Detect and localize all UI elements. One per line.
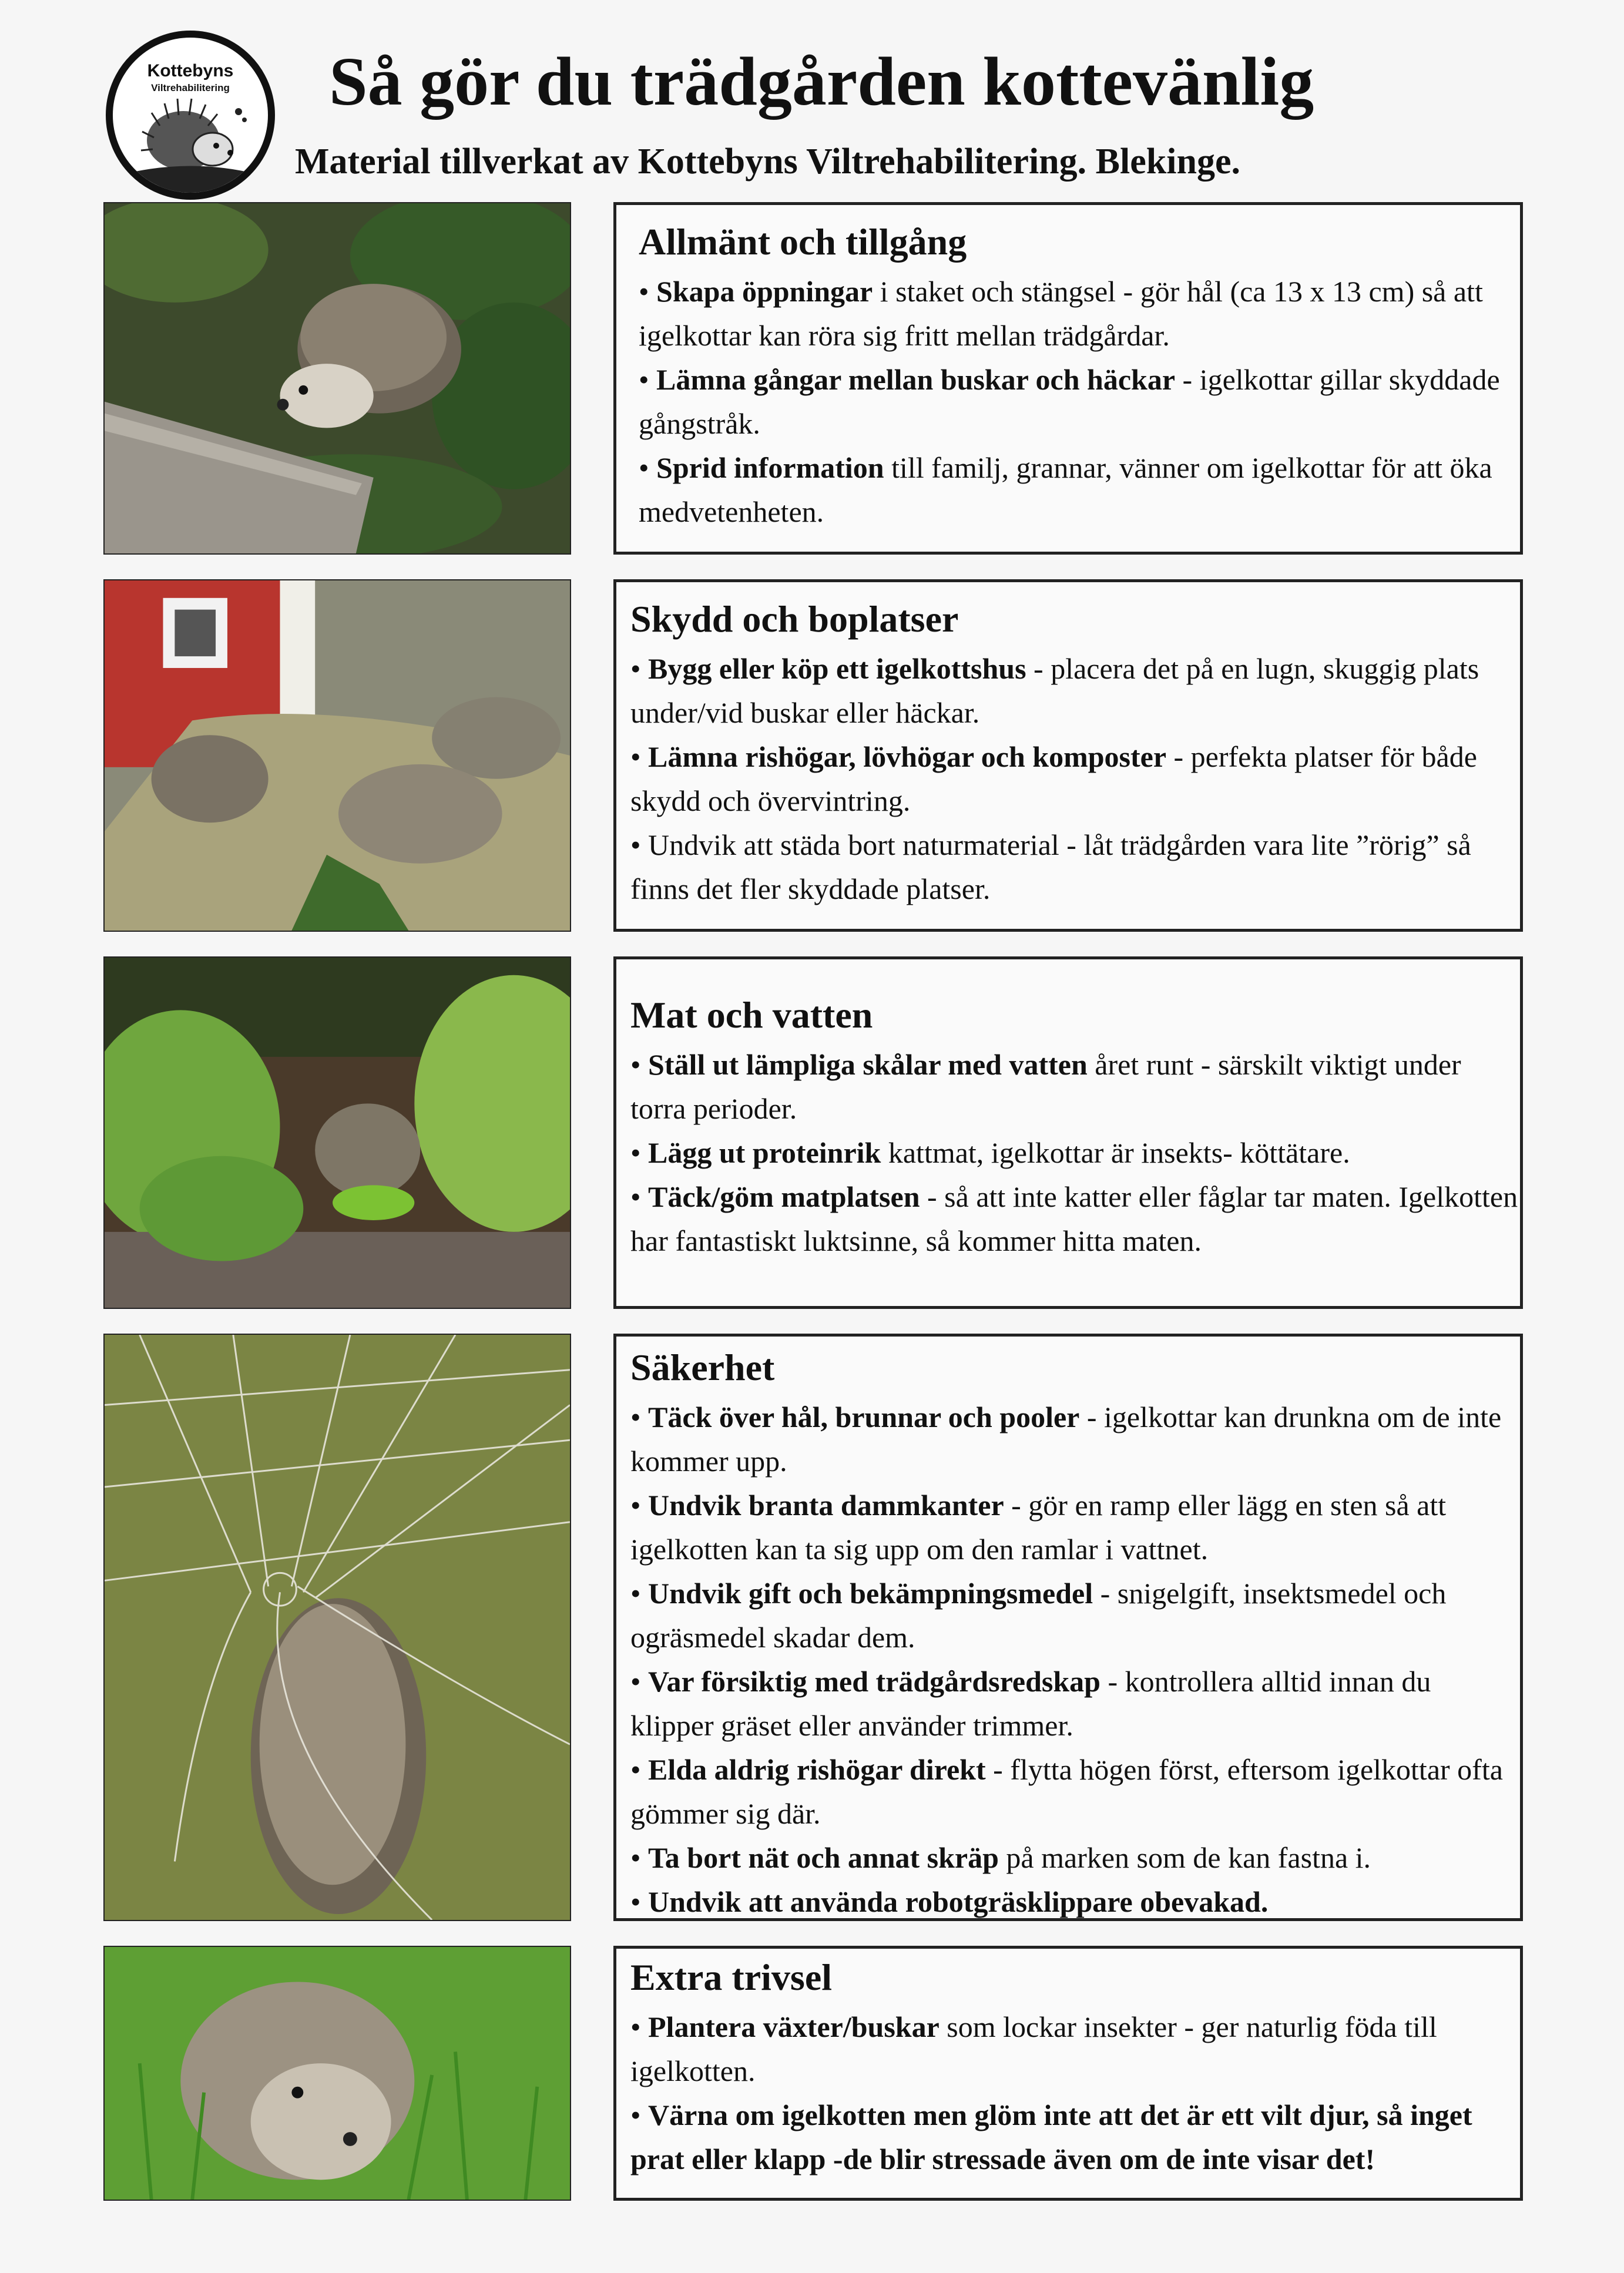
section-extra xyxy=(613,1946,1523,2201)
bullet-text: i staket och stängsel - gör hål (ca 13 x 13 cm) så att igelkottar kan röra sig fritt mellan trädgårdar. xyxy=(639,274,1483,352)
bullet-item xyxy=(630,1043,1520,1131)
bullet-marker: • xyxy=(630,1047,649,1081)
bullet-marker: • xyxy=(630,1841,649,1874)
bullet-marker: • xyxy=(630,1576,649,1610)
bullet-marker: • xyxy=(630,1488,649,1522)
bullet-marker: • xyxy=(630,1180,649,1213)
bullet-item xyxy=(630,1175,1520,1263)
bullet-emphasis: Lämna rishögar, lövhögar och komposter xyxy=(648,740,1167,773)
photo-hedgehog-house xyxy=(103,579,571,932)
section-heading: Skydd och boplatser xyxy=(630,598,959,640)
section-food-water xyxy=(613,956,1523,1309)
bullet-marker: • xyxy=(630,1752,649,1786)
bullet-emphasis: Undvik att använda robotgräsklippare obevakad. xyxy=(648,1885,1269,1918)
bullet-emphasis: Var försiktig med trädgårdsredskap xyxy=(648,1664,1100,1698)
bullet-item xyxy=(639,270,1520,358)
bullet-item xyxy=(630,2093,1520,2181)
bullet-text: som lockar insekter - ger naturlig föda till igelkotten. xyxy=(630,2010,1437,2087)
section-heading: Mat och vatten xyxy=(630,994,873,1036)
section-heading: Allmänt och tillgång xyxy=(639,221,967,263)
bullet-text: - snigelgift, insektsmedel och ogräsmedel skadar dem. xyxy=(630,1576,1447,1654)
bullet-item xyxy=(630,1748,1520,1836)
bullet-text: till familj, grannar, vänner om igelkottar för att öka medvetenheten. xyxy=(639,451,1492,528)
section-shelter xyxy=(613,579,1523,932)
bullet-marker: • xyxy=(639,451,657,484)
bullet-item xyxy=(630,1572,1520,1660)
section-heading: Säkerhet xyxy=(630,1347,775,1388)
logo-subtitle: Viltrehabilitering xyxy=(151,82,230,93)
bullet-marker: • xyxy=(639,362,657,396)
page-title: Så gör du trädgården kottevänlig xyxy=(329,43,1314,120)
bullet-emphasis: Ställ ut lämpliga skålar med vatten xyxy=(648,1047,1088,1081)
bullet-emphasis: Lämna gångar mellan buskar och häckar xyxy=(656,362,1176,396)
section-heading: Extra trivsel xyxy=(630,1956,832,1998)
bullet-text: på marken som de kan fastna i. xyxy=(998,1841,1371,1874)
bullet-emphasis: Värna om igelkotten men glöm inte att det är ett vilt djur, så inget prat eller klapp -de blir stressade även om de inte visar det! xyxy=(630,2098,1472,2175)
photo-hedgehog-grass xyxy=(103,1946,571,2201)
bullet-text: - flytta högen först, eftersom igelkottar ofta gömmer sig där. xyxy=(630,1752,1503,1830)
bullet-emphasis: Lägg ut proteinrik xyxy=(648,1136,881,1169)
bullet-item xyxy=(630,1131,1520,1175)
bullet-marker: • xyxy=(630,2010,649,2043)
section-safety xyxy=(613,1334,1523,1921)
bullet-text: - igelkottar kan drunkna om de inte kommer upp. xyxy=(630,1400,1502,1478)
bullet-text: - gör en ramp eller lägg en sten så att igelkotten kan ta sig upp om den ramlar i vattnet. xyxy=(630,1488,1447,1566)
bullet-item xyxy=(639,446,1520,534)
photo-hedgehog-net xyxy=(103,1334,571,1921)
bullet-item xyxy=(630,647,1520,735)
bullet-emphasis: Elda aldrig rishögar direkt xyxy=(648,1752,986,1786)
bullet-text: - placera det på en lugn, skuggig plats under/vid buskar eller häckar. xyxy=(630,652,1479,729)
bullet-emphasis: Undvik gift och bekämpningsmedel xyxy=(648,1576,1093,1610)
bullet-emphasis: Täck/göm matplatsen xyxy=(648,1180,920,1213)
bullet-emphasis: Täck över hål, brunnar och pooler xyxy=(648,1400,1080,1433)
bullet-item xyxy=(639,358,1520,446)
bullet-item xyxy=(630,2005,1520,2093)
photo-hedgehog-bowl xyxy=(103,956,571,1309)
bullet-marker: • xyxy=(630,2098,649,2131)
bullet-emphasis: Undvik branta dammkanter xyxy=(648,1488,1004,1522)
bullet-text: Undvik att städa bort naturmaterial - låt trädgården vara lite ”rörig” så finns det fler skyddade platser. xyxy=(630,828,1471,905)
bullet-marker: • xyxy=(630,1136,649,1169)
bullet-text: - så att inte katter eller fåglar tar maten. Igelkotten har fantastiskt luktsinne, så kommer hitta maten. xyxy=(630,1180,1518,1257)
bullet-text: - perfekta platser för både skydd och övervintring. xyxy=(630,740,1477,817)
bullet-item xyxy=(630,823,1520,911)
photo-hedgehog-leaves xyxy=(103,202,571,555)
bullet-item xyxy=(630,1836,1520,1880)
bullet-text: året runt - särskilt viktigt under torra perioder. xyxy=(630,1047,1461,1125)
bullet-item xyxy=(630,1395,1520,1483)
bullet-item xyxy=(630,735,1520,823)
hedgehog-logo-icon xyxy=(113,38,268,193)
section-general-access xyxy=(613,202,1523,555)
bullet-marker: • xyxy=(630,652,649,685)
bullet-item xyxy=(630,1880,1520,1924)
bullet-emphasis: Skapa öppningar xyxy=(656,274,873,308)
bullet-emphasis: Plantera växter/buskar xyxy=(648,2010,939,2043)
bullet-marker: • xyxy=(630,740,649,773)
bullet-marker: • xyxy=(630,1400,649,1433)
bullet-marker: • xyxy=(630,1885,649,1918)
bullet-marker: • xyxy=(630,1664,649,1698)
bullet-marker: • xyxy=(630,828,649,861)
bullet-item xyxy=(630,1483,1520,1572)
bullet-emphasis: Bygg eller köp ett igelkottshus xyxy=(648,652,1026,685)
bullet-emphasis: Sprid information xyxy=(656,451,884,484)
bullet-text: kattmat, igelkottar är insekts- köttätare. xyxy=(881,1136,1350,1169)
bullet-text: - kontrollera alltid innan du klipper gräset eller använder trimmer. xyxy=(630,1664,1431,1742)
logo-title: Kottebyns xyxy=(147,61,234,80)
bullet-marker: • xyxy=(639,274,657,308)
bullet-emphasis: Ta bort nät och annat skräp xyxy=(648,1841,999,1874)
page-subtitle: Material tillverkat av Kottebyns Viltrehabilitering. Blekinge. xyxy=(295,142,1240,182)
bullet-item xyxy=(630,1660,1520,1748)
bullet-text: - igelkottar gillar skyddade gångstråk. xyxy=(639,362,1500,440)
logo xyxy=(106,31,275,200)
